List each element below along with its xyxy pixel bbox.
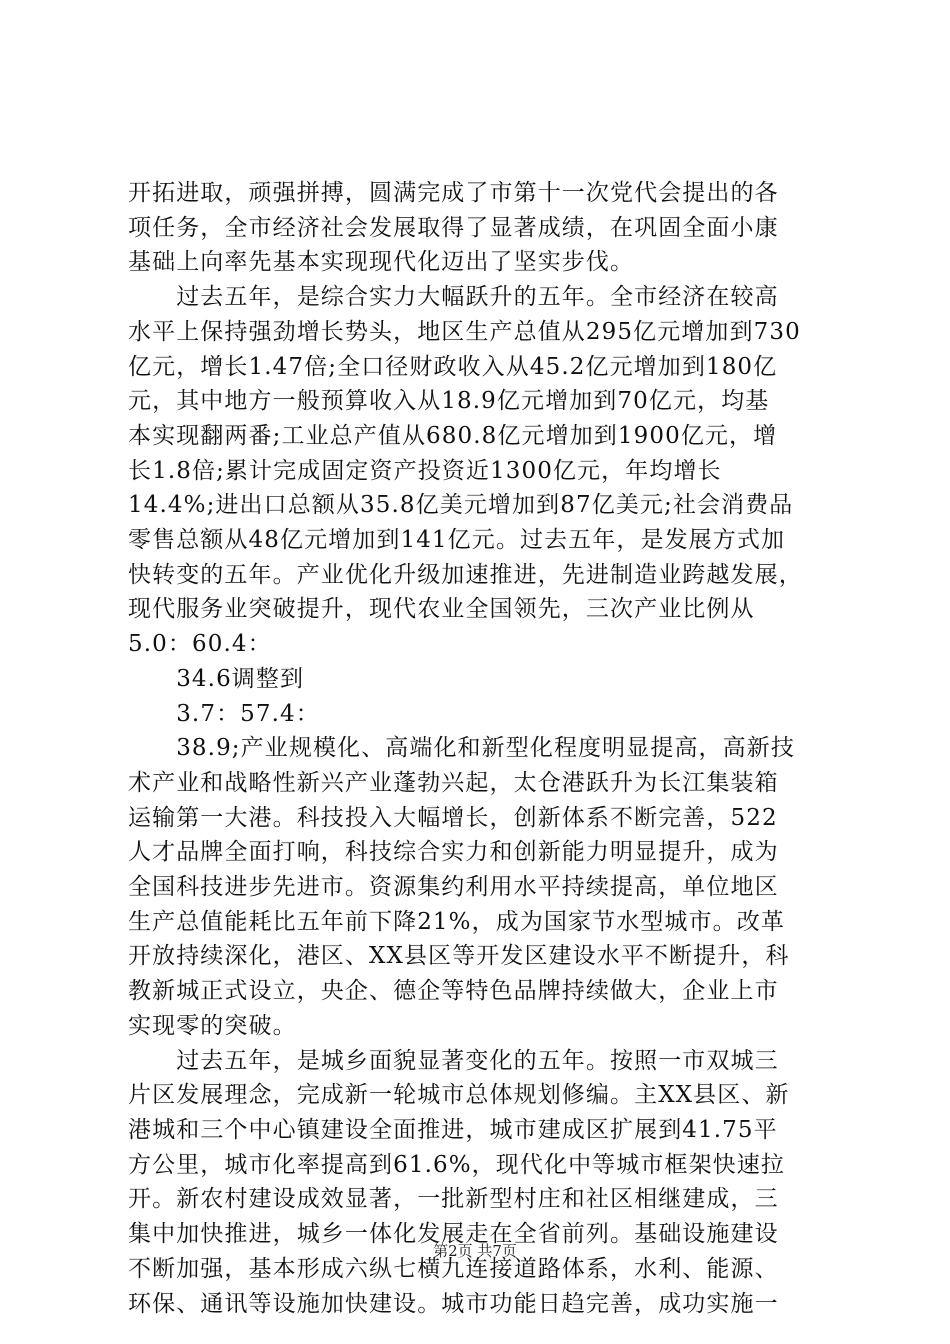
paragraph-1: 开拓进取，顽强拼搏，圆满完成了市第十一次党代会提出的各 项任务，全市经济社会发展取得了显著成绩，在巩固全面小康 基础上向率先基本实现现代化迈出了坚实步伐。 [128,180,779,276]
paragraph-6: 过去五年，是城乡面貌显著变化的五年。按照一市双城三 片区发展理念，完成新一轮城市总体规划修编。主XX县区、新 港城和三个中心镇建设全面推进，城市建成区扩展到41.75平 方公里，城市化率提高到61.6%，现代化中等城市框架快速拉 开。新农村建设成效显著，一批新型村庄和社区相继建成，三 集中加快推进，城乡一体化发展走在全省前列。基础设施建设 不断加强，基本形成六纵七横九连接道路体系，水利、能源、 环保、通讯等设施加快建设。城市功能日趋完善，成功实施一 [128,1047,790,1317]
paragraph-5: 38.9;产业规模化、高端化和新型化程度明显提高，高新技 术产业和战略性新兴产业蓬勃兴起，太仓港跃升为长江集装箱 运输第一大港。科技投入大幅增长，创新体系不断完善，522 人才品牌全面打响，科技综合实力和创新能力明显提升，成为 全国科技进步先进市。资源集约利用水平持续提高，单位地区 生产总值能耗比五年前下降21%，成为国家节水型城市。改革 开放持续深化，港区、XX县区等开发区建设水平不断提升，科 教新城正式设立，央企、德企等特色品牌持续做大，企业上市 实现零的突破。 [128,735,795,1039]
paragraph-3: 34.6调整到 [128,665,305,692]
page-footer: 第2页 共7页 [433,1242,517,1260]
document-body [128,176,858,1321]
paragraph-4: 3.7：57.4： [128,700,320,727]
paragraph-2: 过去五年，是综合实力大幅跃升的五年。全市经济在较高 水平上保持强劲增长势头，地区生产总值从295亿元增加到730 亿元，增长1.47倍;全口径财政收入从45.2亿元增加到180亿 元，其中地方一般预算收入从18.9亿元增加到70亿元，均基 本实现翻两番;工业总产值从680.8亿元增加到1900亿元，增 长1.8倍;累计完成固定资产投资近1300亿元，年均增长 14.4%;进出口总额从35.8亿美元增加到87亿美元;社会消费品 零售总额从48亿元增加到141亿元。过去五年，是发展方式加 快转变的五年。产业优化升级加速推进，先进制造业跨越发展， 现代服务业突破提升，现代农业全国领先，三次产业比例从 5.0：60.4： [128,284,803,658]
